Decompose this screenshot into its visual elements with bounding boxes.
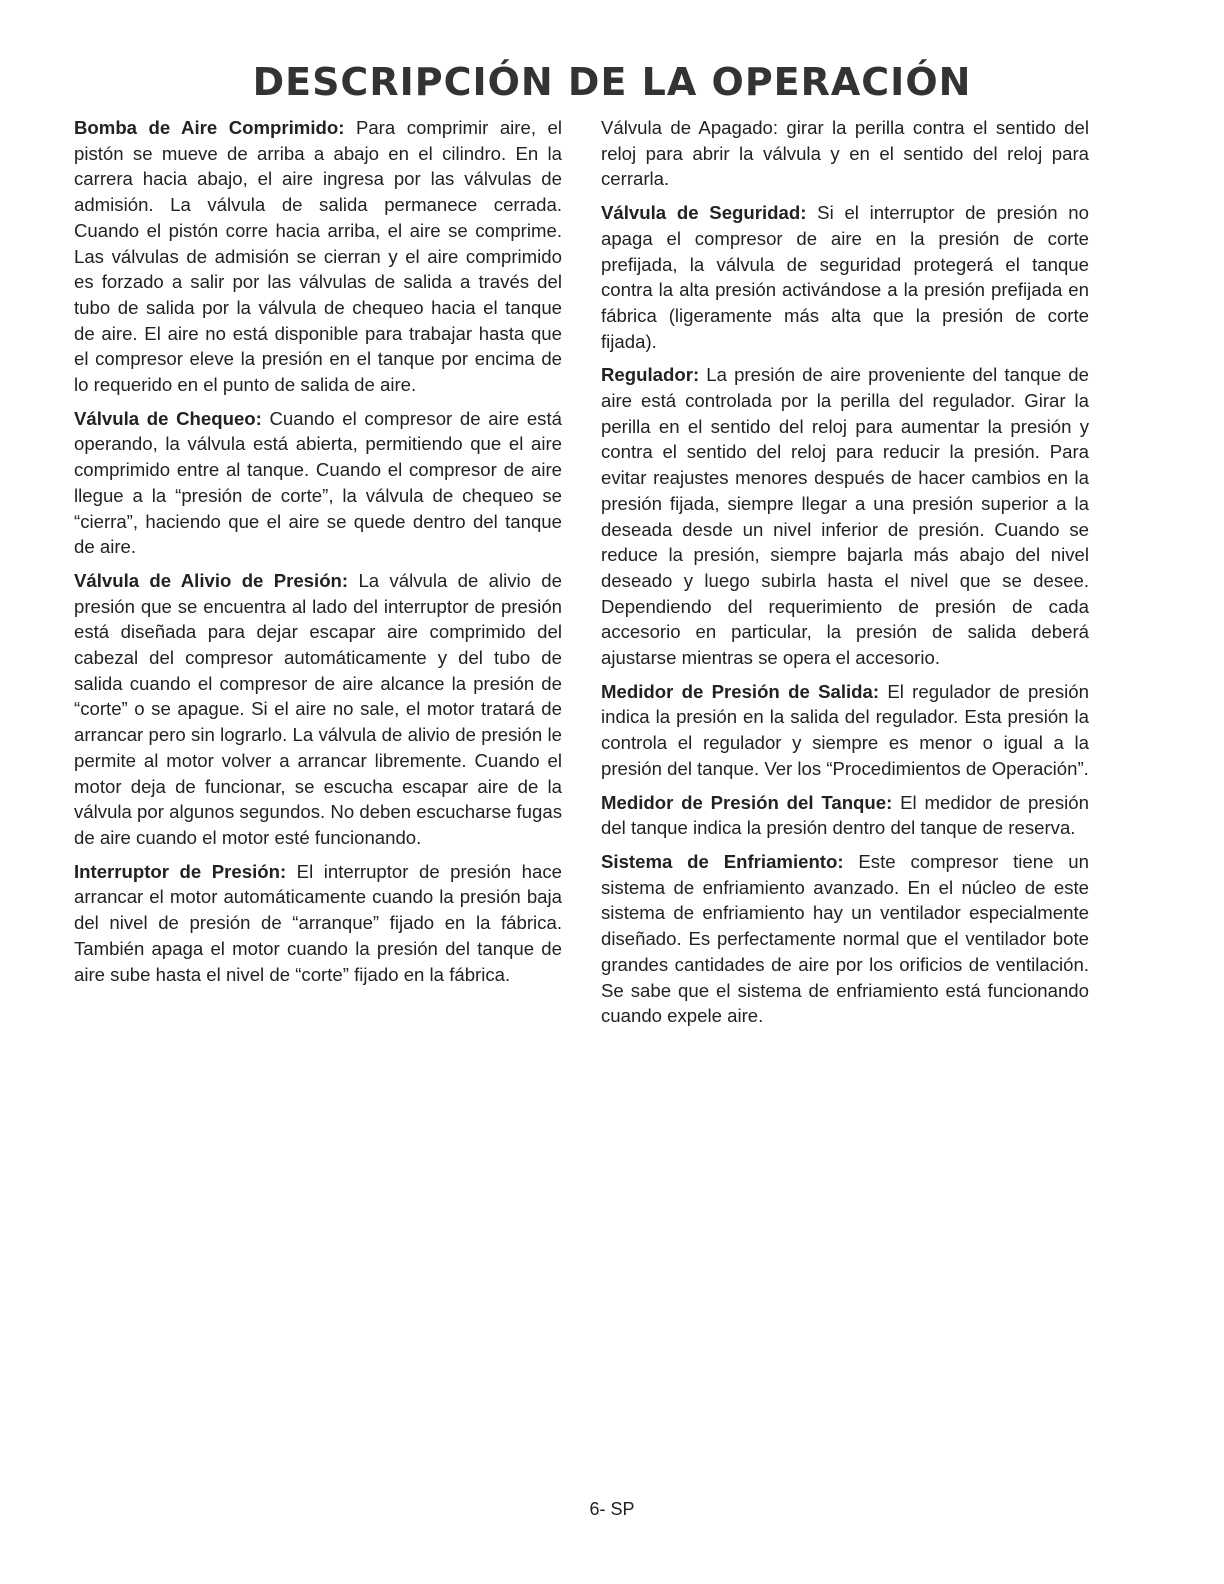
- section-term: Interruptor de Presión:: [74, 860, 287, 882]
- page-title: DESCRIPCIÓN DE LA OPERACIÓN: [252, 60, 972, 104]
- section-text: Válvula de Apagado: girar la perilla contra el sentido del reloj para abrir la válvula y en el sentido del reloj para cerrarla.: [601, 117, 1089, 190]
- section-term: Válvula de Alivio de Presión:: [74, 569, 349, 591]
- section-sistema-enfriamiento: [601, 849, 1089, 1029]
- section-text: El interruptor de presión hace arrancar el motor automáticamente cuando la presión baja del nivel de presión de “arranque” fijado en la fábrica. También apaga el motor cuando la presión del tanque de aire sube hasta el nivel de “corte” fijado en la fábrica.: [74, 860, 562, 985]
- section-term: Medidor de Presión de Salida:: [601, 680, 880, 702]
- section-bomba-aire: [74, 115, 562, 398]
- section-text: Este compresor tiene un sistema de enfriamiento avanzado. En el núcleo de este sistema de enfriamiento hay un ventilador especialmente diseñado. Es perfectamente normal que el ventilador bote grandes cantidades de aire por los orificios de ventilación. Se sabe que el sistema de enfriamiento está funcionando cuando expele aire.: [601, 850, 1089, 1027]
- section-regulador: [601, 362, 1089, 670]
- section-text: Si el interruptor de presión no apaga el compresor de aire en la presión de corte prefijada, la válvula de seguridad protegerá el tanque contra la alta presión activándose a la presión prefijada en fábrica (ligeramente más alta que la presión de corte fijada).: [601, 202, 1089, 352]
- section-term: Válvula de Seguridad:: [601, 202, 807, 224]
- page-number: 6- SP: [589, 1499, 635, 1519]
- section-medidor-salida: [601, 679, 1089, 782]
- section-valvula-alivio: [74, 568, 562, 851]
- section-text: El regulador de presión indica la presión en la salida del regulador. Esta presión la controla el regulador y siempre es menor o igual a la presión del tanque. Ver los “Procedimientos de Operación”.: [601, 680, 1089, 779]
- section-medidor-tanque: [601, 790, 1089, 841]
- section-valvula-chequeo: [74, 406, 562, 560]
- right-column: [601, 115, 1089, 1037]
- section-text: La presión de aire proveniente del tanque de aire está controlada por la perilla del regulador. Girar la perilla en el sentido del reloj para aumentar la presión y contra el sentido del reloj para reducir la presión. Para evitar reajustes menores después de hacer cambios en la presión fijada, siempre llegar a una presión superior a la deseada desde un nivel inferior de presión. Cuando se reduce la presión, siempre bajarla más abajo del nivel deseado y luego subirla hasta el nivel que se desee. Dependiendo del requerimiento de presión de cada accesorio en particular, la presión de salida deberá ajustarse mientras se opera el accesorio.: [601, 364, 1089, 669]
- section-valvula-seguridad: [601, 200, 1089, 354]
- section-term: Bomba de Aire Comprimido:: [74, 117, 345, 138]
- section-term: Sistema de Enfriamiento:: [601, 850, 844, 872]
- section-interruptor-presion: [74, 859, 562, 988]
- section-term: Regulador:: [601, 364, 700, 386]
- left-column: [74, 115, 562, 995]
- section-term: Válvula de Chequeo:: [74, 407, 262, 429]
- section-text: Para comprimir aire, el pistón se mueve de arriba a abajo en el cilindro. En la carrera hacia abajo, el aire ingresa por las válvulas de admisión. La válvula de salida permanece cerrada. Cuando el pistón corre hacia arriba, el aire se comprime. Las válvulas de admisión se cierran y el aire comprimido es forzado a salir por las válvulas de salida a través del tubo de salida por la válvula de chequeo hacia el tanque de aire. El aire no está disponible para trabajar hasta que el compresor eleve la presión en el tanque por encima de lo requerido en el punto de salida de aire.: [74, 117, 562, 396]
- section-text: Cuando el compresor de aire está operando, la válvula está abierta, permitiendo que el aire comprimido entre al tanque. Cuando el compresor de aire llegue a la “presión de corte”, la válvula de chequeo se “cierra”, haciendo que el aire se quede dentro del tanque de aire.: [74, 407, 562, 558]
- section-text: La válvula de alivio de presión que se encuentra al lado del interruptor de presión está diseñada para dejar escapar aire comprimido del cabezal del compresor automáticamente y del tubo de salida cuando el compresor de aire alcance la presión de “corte” o se apague. Si el aire no sale, el motor tratará de arrancar pero sin lograrlo. La válvula de alivio de presión le permite al motor volver a arrancar libremente. Cuando el motor deja de funcionar, se escucha escapar aire de la válvula por algunos segundos. No deben escucharse fugas de aire cuando el motor esté funcionando.: [74, 569, 562, 848]
- section-term: Medidor de Presión del Tanque:: [601, 791, 893, 813]
- section-text: El medidor de presión del tanque indica la presión dentro del tanque de reserva.: [601, 791, 1089, 839]
- section-valvula-apagado: [601, 115, 1089, 192]
